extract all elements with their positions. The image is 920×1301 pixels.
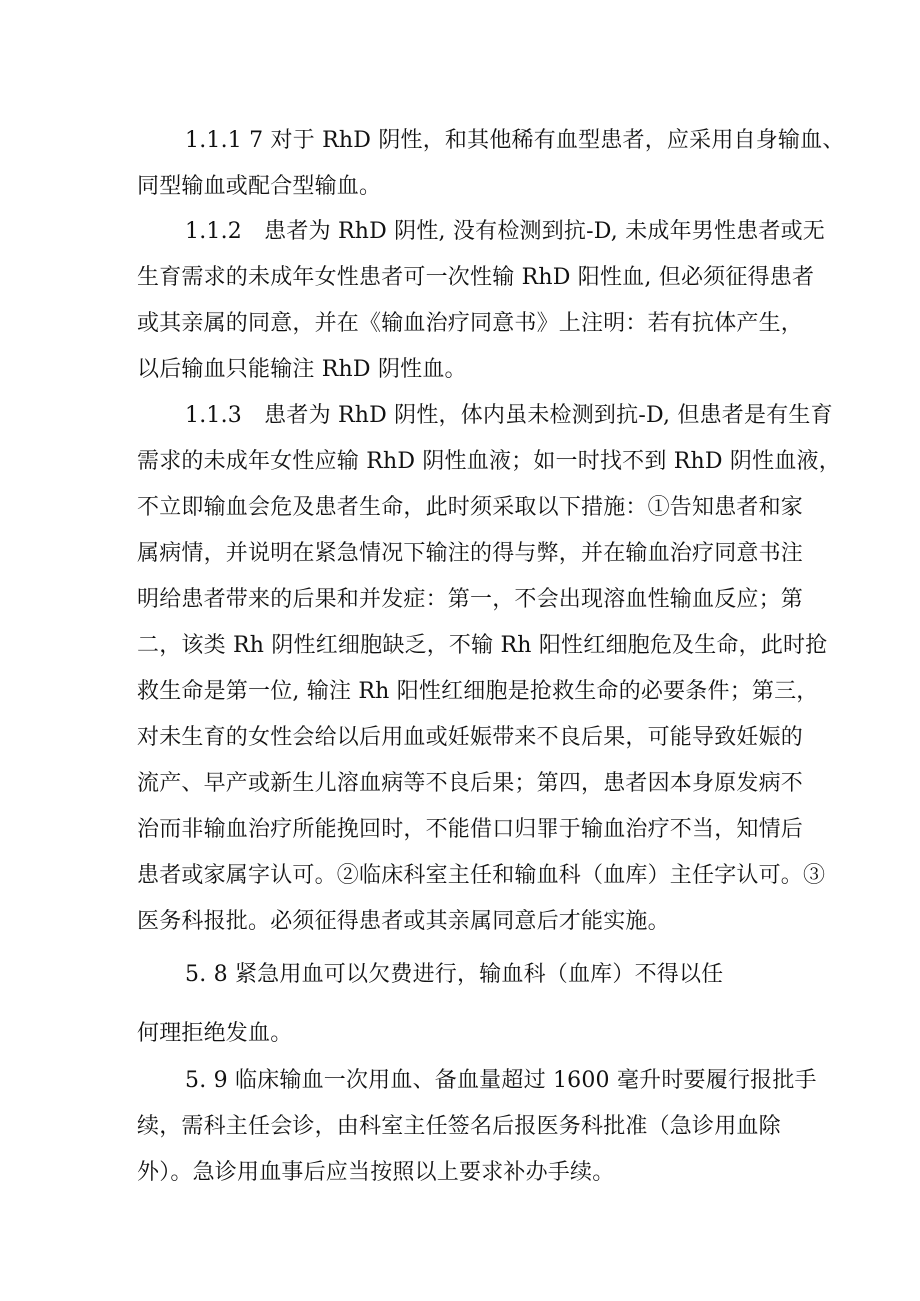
paragraph-4-line-2: 何理拒绝发血。: [137, 1021, 293, 1046]
paragraph-3-line-2: 需求的未成年女性应输 RhD 阴性血液；如一时找不到 RhD 阴性血液，: [137, 449, 841, 474]
paragraph-5-line-1: 5. 9 临床输血一次用血、备血量超过 1600 毫升时要履行报批手: [185, 1068, 817, 1093]
paragraph-3-line-9: 流产、早产或新生儿溶血病等不良后果；第四，患者因本身原发病不: [137, 771, 804, 796]
paragraph-3-line-5: 明给患者带来的后果和并发症：第一，不会出现溶血性输血反应；第: [137, 587, 804, 612]
paragraph-1-line-1: 1.1.1 7 对于 RhD 阴性，和其他稀有血型患者，应采用自身输血、: [185, 128, 845, 153]
paragraph-3-line-10: 治而非输血治疗所能挽回时，不能借口归罪于输血治疗不当，知情后: [137, 817, 804, 842]
paragraph-3-line-1: 1.1.3 患者为 RhD 阴性，体内虽未检测到抗-D, 但患者是有生育: [185, 403, 833, 428]
paragraph-3-line-4: 属病情，并说明在紧急情况下输注的得与弊，并在输血治疗同意书注: [137, 541, 804, 566]
paragraph-3-line-8: 对未生育的女性会给以后用血或妊娠带来不良后果，可能导致妊娠的: [137, 725, 804, 750]
paragraph-3-line-11: 患者或家属字认可。②临床科室主任和输血科（血库）主任字认可。③: [137, 863, 826, 888]
paragraph-3-line-12: 医务科报批。必须征得患者或其亲属同意后才能实施。: [137, 909, 670, 934]
paragraph-3-line-3: 不立即输血会危及患者生命，此时须采取以下措施：①告知患者和家: [137, 495, 804, 520]
paragraph-2-line-1: 1.1.2 患者为 RhD 阴性, 没有检测到抗-D, 未成年男性患者或无: [185, 219, 825, 244]
paragraph-1-line-2: 同型输血或配合型输血。: [137, 174, 382, 199]
paragraph-2-line-4: 以后输血只能输注 RhD 阴性血。: [137, 357, 467, 382]
paragraph-3-line-6: 二，该类 Rh 阴性红细胞缺乏，不输 Rh 阳性红细胞危及生命，此时抢: [137, 633, 828, 658]
paragraph-4-line-1: 5. 8 紧急用血可以欠费进行，输血科（血库）不得以任: [185, 962, 724, 987]
paragraph-3-line-7: 救生命是第一位, 输注 Rh 阳性红细胞是抢救生命的必要条件；第三，: [137, 679, 819, 704]
paragraph-2-line-2: 生育需求的未成年女性患者可一次性输 RhD 阳性血, 但必须征得患者: [137, 265, 815, 290]
paragraph-5-line-3: 外）。急诊用血事后应当按照以上要求补办手续。: [137, 1160, 615, 1185]
paragraph-2-line-3: 或其亲属的同意，并在《输血治疗同意书》上注明：若有抗体产生，: [137, 311, 804, 336]
paragraph-5-line-2: 续，需科主任会诊，由科室主任签名后报医务科批准（急诊用血除: [137, 1114, 781, 1139]
